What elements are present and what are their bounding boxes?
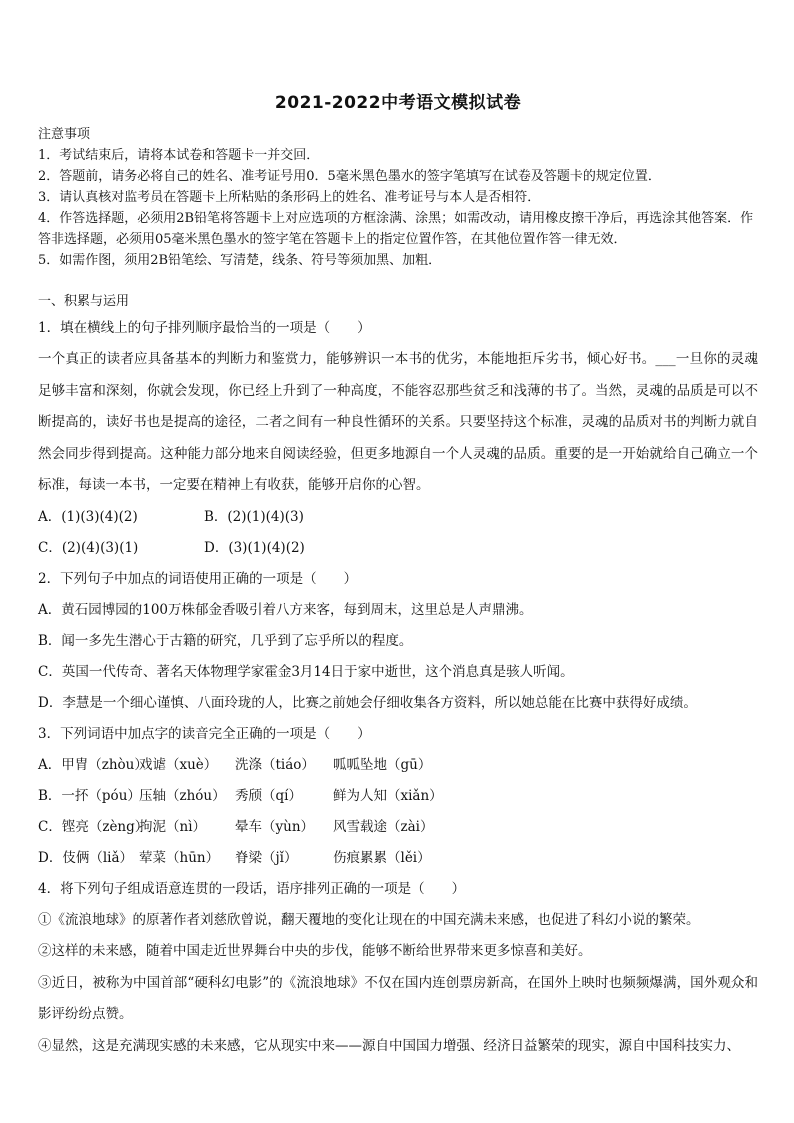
- question-1: [38, 313, 758, 564]
- question-passage: 一个真正的读者应具备基本的判断力和鉴赏力，能够辨识一本书的优劣，本能地拒斥劣书，倾心好书。___一旦你的灵魂足够丰富和深刻，你就会发现，你已经上升到了一种高度，不能容忍那些贫乏和浅薄的书了。当然，灵魂的品质是可以不断提高的，读好书也是提高的途径，二者之间有一种良性循环的关系。只要坚持这个标准，灵魂的品质对书的判断力就自然会同步得到提高。这种能力部分地来自阅读经验，但更多地源自一个人灵魂的品质。重要的是一开始就给自己确立一个标准，每读一本书，一定要在精神上有收获，能够开启你的心智。: [38, 351, 758, 493]
- option-b[interactable]: B．闻一多先生潜心于古籍的研究，几乎到了忘乎所以的程度。: [38, 632, 413, 649]
- option-term: 风雪载途（zài）: [333, 818, 434, 835]
- notice-item: 5．如需作图，须用2B铅笔绘、写清楚，线条、符号等须加黑、加粗．: [38, 253, 442, 268]
- option-term: 伤痕累累（lěi）: [333, 849, 431, 866]
- sentence-4: ④显然，这是充满现实感的未来感，它从现实中来——源自中国国力增强、经济日益繁荣的现实，源自中国科技实力、: [38, 1037, 740, 1054]
- option-term: 秀颀（qí）: [235, 787, 302, 804]
- option-a[interactable]: [38, 750, 758, 781]
- option-term: 荤菜（hūn）: [139, 849, 220, 866]
- question-stem: 2．下列句子中加点的词语使用正确的一项是（ ）: [38, 570, 358, 587]
- notice-item: 4．作答选择题，必须用2B铅笔将答题卡上对应选项的方框涂满、涂黑；如需改动，请用橡皮擦干净后，再选涂其他答案．作答非选择题，必须用05毫米黑色墨水的签字笔在答题卡上的指定位置作答，在其他位置作答一律无效．: [38, 211, 754, 247]
- option-term: 压轴（zhóu）: [139, 787, 226, 804]
- notice-block: [38, 125, 758, 271]
- spacer: [38, 271, 758, 291]
- question-stem: 3．下列词语中加点字的读音完全正确的一项是（ ）: [38, 725, 371, 742]
- option-term: 洗涤（tiáo）: [235, 756, 315, 773]
- option-term: A．甲胄（zhòu）: [38, 756, 148, 773]
- option-c[interactable]: C．(2)(4)(3)(1): [38, 539, 139, 556]
- notice-item: 2．答题前，请务必将自己的姓名、准考证号用0．5毫米黑色墨水的签字笔填写在试卷及答题卡的规定位置．: [38, 169, 661, 184]
- sentence-2: ②这样的未来感，随着中国走近世界舞台中央的步伐，能够不断给世界带来更多惊喜和美好。: [38, 943, 592, 959]
- option-term: 呱呱坠地（gū）: [333, 756, 432, 773]
- question-stem: 1．填在横线上的句子排列顺序最恰当的一项是（ ）: [38, 320, 371, 336]
- notice-item: 1．考试结束后，请将本试卷和答题卡一并交回．: [38, 148, 320, 163]
- notice-item: 3．请认真核对监考员在答题卡上所粘贴的条形码上的姓名、准考证号与本人是否相符．: [38, 190, 541, 205]
- question-4: [38, 874, 758, 1063]
- option-term: 脊梁（jǐ）: [235, 849, 298, 866]
- option-row: [38, 533, 758, 564]
- option-c[interactable]: C．英国一代传奇、著名天体物理学家霍金3月14日于家中逝世，这个消息真是骇人听闻。: [38, 663, 574, 680]
- notice-heading: 注意事项: [38, 127, 91, 142]
- option-term: C．铿亮（zèng）: [38, 818, 149, 835]
- option-b[interactable]: B．(2)(1)(4)(3): [204, 508, 304, 525]
- option-b[interactable]: [38, 781, 758, 812]
- option-term: 鲜为人知（xiǎn）: [333, 787, 443, 804]
- option-term: 拘泥（nì）: [139, 818, 207, 835]
- option-d[interactable]: [38, 843, 758, 874]
- option-term: D．伎俩（liǎ）: [38, 849, 134, 866]
- option-term: B．一抔（póu）: [38, 787, 141, 804]
- section-heading: 一、积累与运用: [38, 294, 130, 309]
- option-term: 晕车（yùn）: [235, 818, 315, 835]
- option-a[interactable]: A．(1)(3)(4)(2): [38, 508, 138, 525]
- option-d[interactable]: D．(3)(1)(4)(2): [204, 539, 305, 556]
- question-3: [38, 719, 758, 874]
- option-d[interactable]: D．李慧是一个细心谨慎、八面玲珑的人，比赛之前她会仔细收集各方资料，所以她总能在比赛中获得好成绩。: [38, 694, 697, 711]
- page-title: 2021-2022中考语文模拟试卷: [274, 93, 522, 113]
- option-term: 戏谑（xuè）: [139, 756, 218, 773]
- option-a[interactable]: A．黄石园博园的100万株郁金香吸引着八方来客，每到周末，这里总是人声鼎沸。: [38, 601, 533, 618]
- option-c[interactable]: [38, 812, 758, 843]
- sentence-1: ①《流浪地球》的原著作者刘慈欣曾说，翻天覆地的变化让现在的中国充满未来感，也促进了科幻小说的繁荣。: [38, 911, 700, 928]
- sentence-3: ③近日，被称为中国首部“硬科幻电影”的《流浪地球》不仅在国内连创票房新高，在国外上映时也频频爆满，国外观众和影评纷纷点赞。: [38, 974, 758, 1022]
- question-stem: 4．将下列句子组成语意连贯的一段话，语序排列正确的一项是（ ）: [38, 880, 466, 897]
- question-2: [38, 564, 758, 719]
- option-row: [38, 502, 758, 533]
